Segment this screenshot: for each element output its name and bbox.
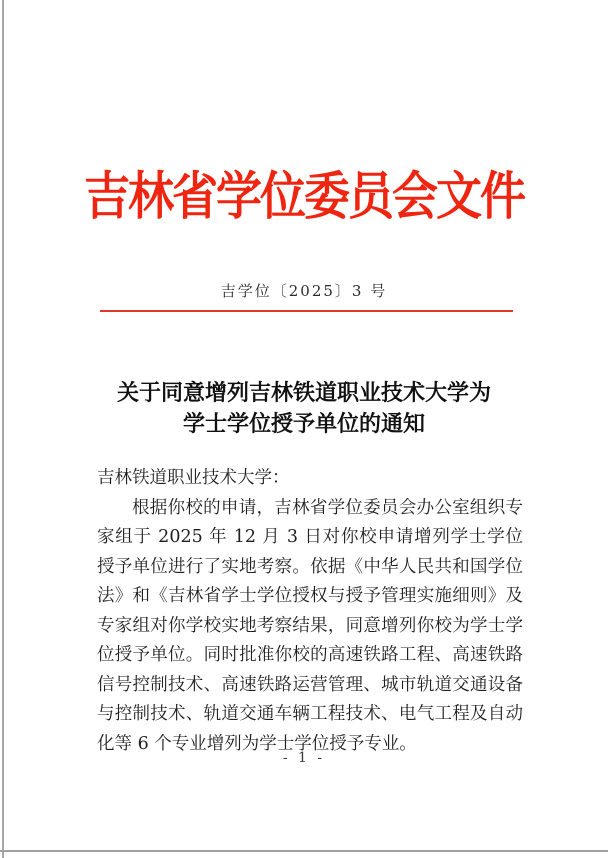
salutation: 吉林铁道职业技术大学：: [97, 468, 290, 488]
page-number: - 1 -: [282, 750, 326, 766]
org-header-title: 吉林省学位委员会文件: [84, 166, 524, 227]
scan-edge-bottom: [0, 850, 608, 852]
notice-title: [0, 378, 608, 440]
document-number: 吉学位〔2025〕3 号: [220, 282, 388, 300]
notice-title-line2: 学士学位授予单位的通知: [182, 411, 425, 437]
notice-body: [97, 464, 523, 759]
notice-title-line1: 关于同意增列吉林铁道职业技术大学为: [116, 380, 491, 406]
body-paragraph: 根据你校的申请，吉林省学位委员会办公室组织专家组于 2025 年 12 月 3 日对你校申请增列学士学位授予单位进行了实地考察。依据《中华人民共和国学位法》和《吉林省学士学位授权与授予管理实施细则》及专家组对你学校实地考察结果，同意增列你校为学士学位授予单位。同时批准你校的高速铁路工程、高速铁路信号控制技术、高速铁路运营管理、城市轨道交通设备与控制技术、轨道交通车辆工程技术、电气工程及自动化等 6 个专业增列为学士学位授予专业。: [97, 497, 523, 754]
red-divider-line: [100, 310, 513, 312]
